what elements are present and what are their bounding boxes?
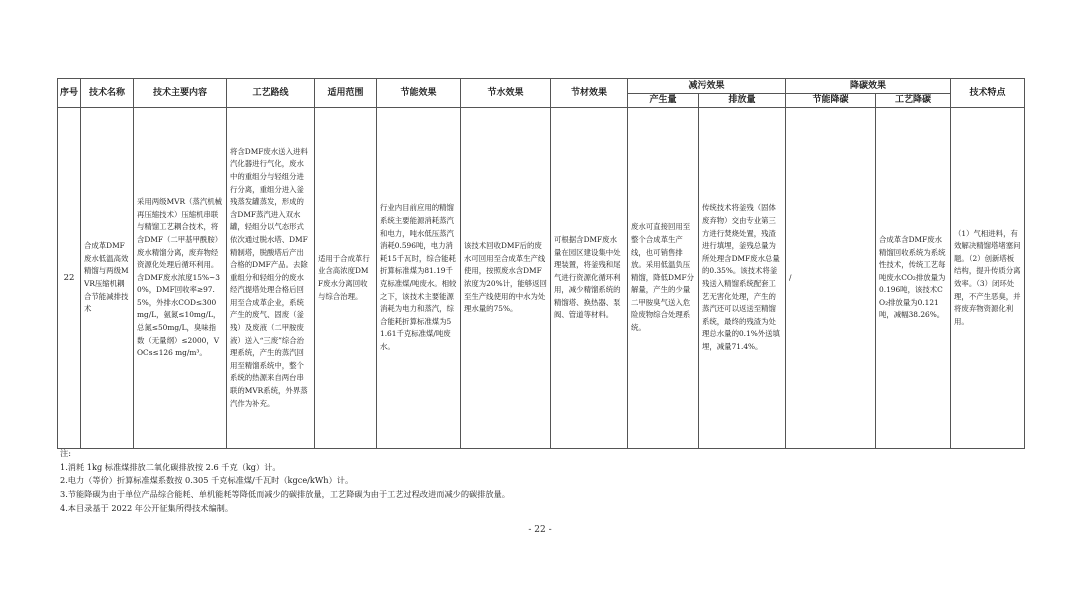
cell-process-route [227,108,315,449]
footnote-item: 1.消耗 1kg 标准煤排放二氧化碳排放按 2.6 千克（kg）计。 [60,461,281,472]
table-row [58,108,1025,449]
cell-process-carbon-text: 合成革含DMF废水精馏回收系统为系统性技术，传统工艺每吨废水CO₂排放量为0.196吨，该技术CO₂排放量为0.121吨，减幅38.26%。 [879,234,946,320]
cell-material-saving [551,108,628,449]
cell-emission [699,108,786,449]
footnote-item: 2.电力（等价）折算标准煤系数按 0.305 千克标准煤/千瓦时（kgce/kWh）计。 [60,475,354,486]
header-process-route: 工艺路线 [227,79,315,108]
header-energy-carbon: 节能降碳 [786,94,876,108]
technology-table [57,78,1025,449]
cell-scope-text: 适用于合成革行业含高浓度DMF废水分离回收与综合治理。 [318,253,370,301]
header-process-carbon: 工艺降碳 [876,94,951,108]
footnotes [60,447,510,516]
cell-tech-name-text: 合成革DMF废水低温高效精馏与两级MVR压缩机耦合节能减排技术 [84,241,129,314]
cell-features [951,108,1025,449]
cell-main-content [134,108,227,449]
footnote-heading: 注: [60,448,71,458]
cell-water-saving-text: 该技术回收DMF后的废水可回用至合成革生产线使用，按照废水含DMF浓度为20%计，能够返回至生产线使用的中水为处理水量的75%。 [464,241,547,314]
cell-energy-carbon [786,108,876,449]
cell-material-saving-text: 可根据含DMF废水量在园区建设集中处理装置，将釜残和尾气进行资源化循环利用，减少精馏系统的精馏塔、换热器、泵阀、管道等材料。 [554,234,621,320]
header-generation: 产生量 [628,94,699,108]
cell-process-carbon [876,108,951,449]
header-water-saving: 节水效果 [461,79,551,108]
header-main-content: 技术主要内容 [134,79,227,108]
cell-emission-text: 传统技术将釜残（固体废弃物）交由专业第三方进行焚烧处置，残渣进行填埋，釜残总量为所处理含DMF废水总量的0.35%。该技术将釜残送入精馏系统配套工艺无害化处理，产生的蒸汽还可以返送至精馏系统，最终的残渣为处理总水量的0.1%外送填埋，减量71.4%。 [702,203,780,351]
footnote-item: 4.本目录基于 2022 年公开征集所得技术编制。 [60,502,234,513]
cell-energy-saving [377,108,461,449]
header-energy-saving: 节能效果 [377,79,461,108]
cell-tech-name [81,108,134,449]
cell-main-content-text: 采用两级MVR（蒸汽机械再压缩技术）压缩机串联与精馏工艺耦合技术，将含DMF（二甲基甲酰胺）废水精馏分离，废弃物经资源化处理后循环利用。含DMF废水浓度15%~30%，DMF回收率≥97.5%，外排水COD≤300mg/L，氨氮≤10mg/L，总氮≤50mg/L，臭味指数（无量纲）≤2000，VOCs≤126 mg/m³。 [137,197,223,358]
header-features: 技术特点 [951,79,1025,108]
cell-process-route-text: 将含DMF废水送入进料汽化器进行气化，废水中的重组分与轻组分进行分离，重组分进入釜残蒸发罐蒸发，形成的含DMF蒸汽进入双水罐，轻组分以气态形式依次通过脱水塔、DMF精制塔，脱酸塔后产出合格的DMF产品。去除重组分和轻组分的废水经汽提塔处理合格后回用至合成革企业，系统产生的废气、固废（釜残）及废液（二甲胺废液）送入“三废”综合治理系统，产生的蒸汽回用至精馏系统中，整个系统的热源来自两台串联的MVR系统，外界蒸汽作为补充。 [230,146,308,408]
cell-generation-text: 废水可直接回用至整个合成革生产线，也可销售排放。采用低温负压精馏，降低DMF分解量，产生的少量二甲胺臭气送入危险废物综合处理系统。 [631,222,694,333]
cell-water-saving [461,108,551,449]
header-index: 序号 [58,79,81,108]
header-carbon-reduction: 降碳效果 [786,79,951,94]
cell-generation [628,108,699,449]
cell-features-text: （1）气相进料，有效解决精馏塔堵塞问题。（2）创新塔板结构，提升传质分离效率。（3）闭环处理，不产生恶臭，并将废弃物资源化利用。 [954,228,1021,326]
cell-index-text: 22 [63,272,75,283]
cell-scope [315,108,377,449]
page-number: - 22 - [528,525,552,535]
header-tech-name: 技术名称 [81,79,134,108]
footnote-item: 3.节能降碳为由于单位产品综合能耗、单机能耗等降低而减少的碳排放量，工艺降碳为由于工艺过程改进而减少的碳排放量。 [60,489,510,500]
header-scope: 适用范围 [315,79,377,108]
cell-energy-saving-text: 行业内目前应用的精馏系统主要能源消耗蒸汽和电力，吨水低压蒸汽消耗0.596吨，电力消耗15千瓦时，综合能耗折算标准煤为81.19千克标准煤/吨废水。相较之下，该技术主要能源消耗为电力和蒸汽，综合能耗折算标准煤为51.61千克标准煤/吨废水。 [380,203,457,351]
header-emission: 排放量 [699,94,786,108]
header-material-saving: 节材效果 [551,79,628,108]
cell-index [58,108,81,449]
header-pollution-reduction: 减污效果 [628,79,786,94]
cell-energy-carbon-text: / [789,272,792,282]
